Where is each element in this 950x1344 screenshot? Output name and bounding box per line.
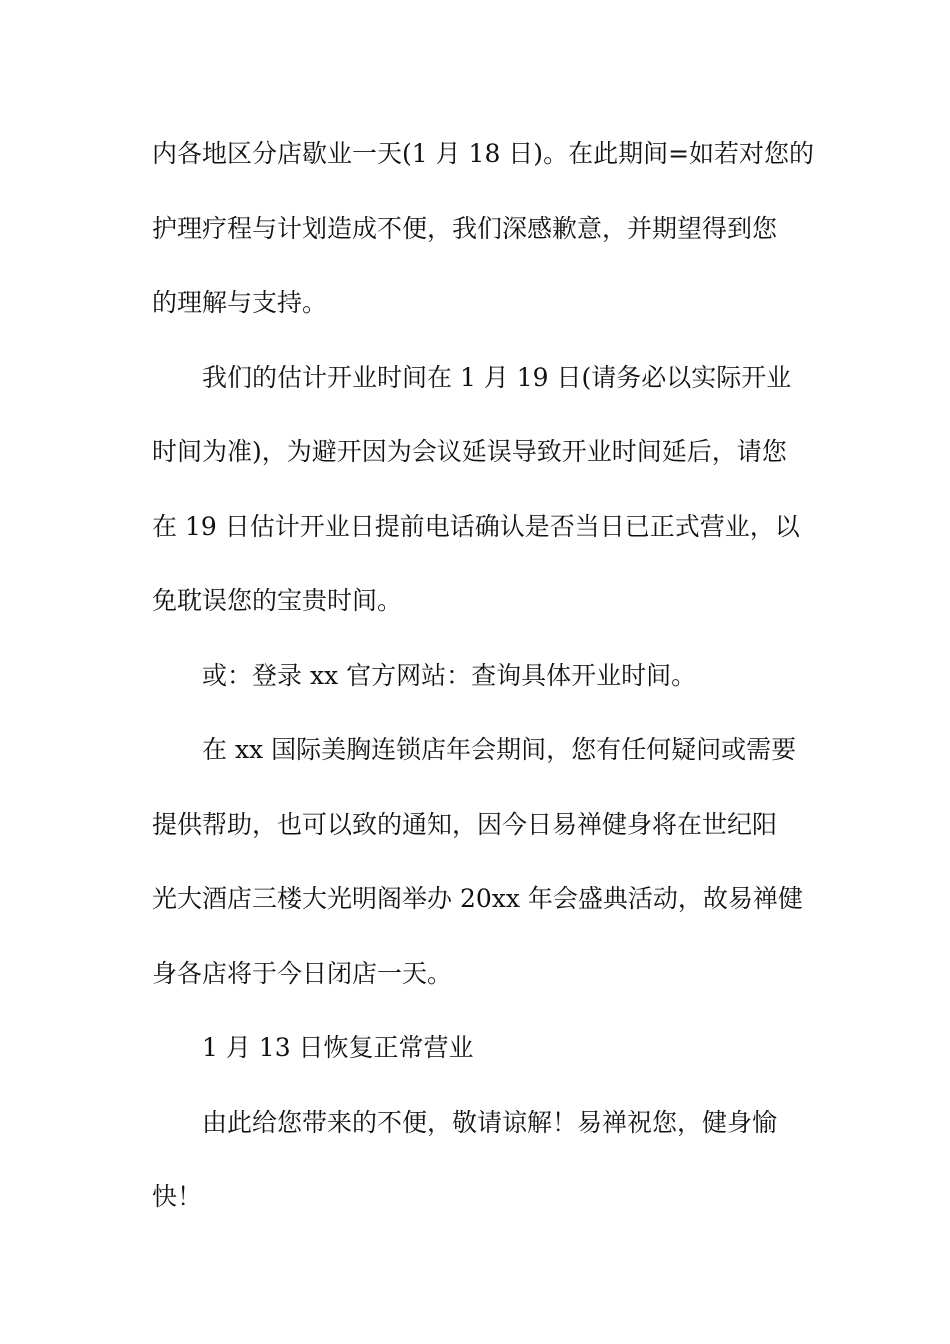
text-line: 内各地区分店歇业一天(1 月 18 日)。在此期间=如若对您的 — [152, 139, 815, 168]
text-line: 在 19 日估计开业日提前电话确认是否当日已正式营业，以 — [152, 511, 800, 541]
text-line: 护理疗程与计划造成不便，我们深感歉意，并期望得到您 — [152, 213, 778, 243]
text-line: 在 xx 国际美胸连锁店年会期间，您有任何疑问或需要 — [202, 735, 797, 764]
text-line: 身各店将于今日闭店一天。 — [152, 958, 453, 988]
text-line: 1 月 13 日恢复正常营业 — [202, 1033, 474, 1062]
text-line: 光大酒店三楼大光明阁举办 20xx 年会盛典活动，故易禅健 — [152, 884, 803, 913]
paragraph-closure-notice — [152, 117, 815, 341]
paragraph-resume-business — [152, 1011, 802, 1086]
text-line: 免耽误您的宝贵时间。 — [152, 586, 403, 615]
paragraph-annual-meeting — [152, 713, 802, 1011]
text-line: 提供帮助，也可以致的通知，因今日易禅健身将在世纪阳 — [152, 809, 778, 839]
document-body — [152, 117, 815, 1235]
text-line: 快！ — [152, 1182, 203, 1211]
text-line: 时间为准)，为避开因为会议延误导致开业时间延后，请您 — [152, 437, 787, 466]
text-line: 的理解与支持。 — [152, 288, 328, 317]
text-line: 由此给您带来的不便，敬请谅解！易禅祝您，健身愉 — [202, 1107, 778, 1137]
paragraph-apology — [152, 1086, 802, 1235]
paragraph-reopening-time — [152, 341, 802, 639]
text-line: 我们的估计开业时间在 1 月 19 日(请务必以实际开业 — [202, 362, 792, 392]
paragraph-website-query — [152, 639, 802, 714]
text-line: 或：登录 xx 官方网站：查询具体开业时间。 — [202, 660, 697, 690]
